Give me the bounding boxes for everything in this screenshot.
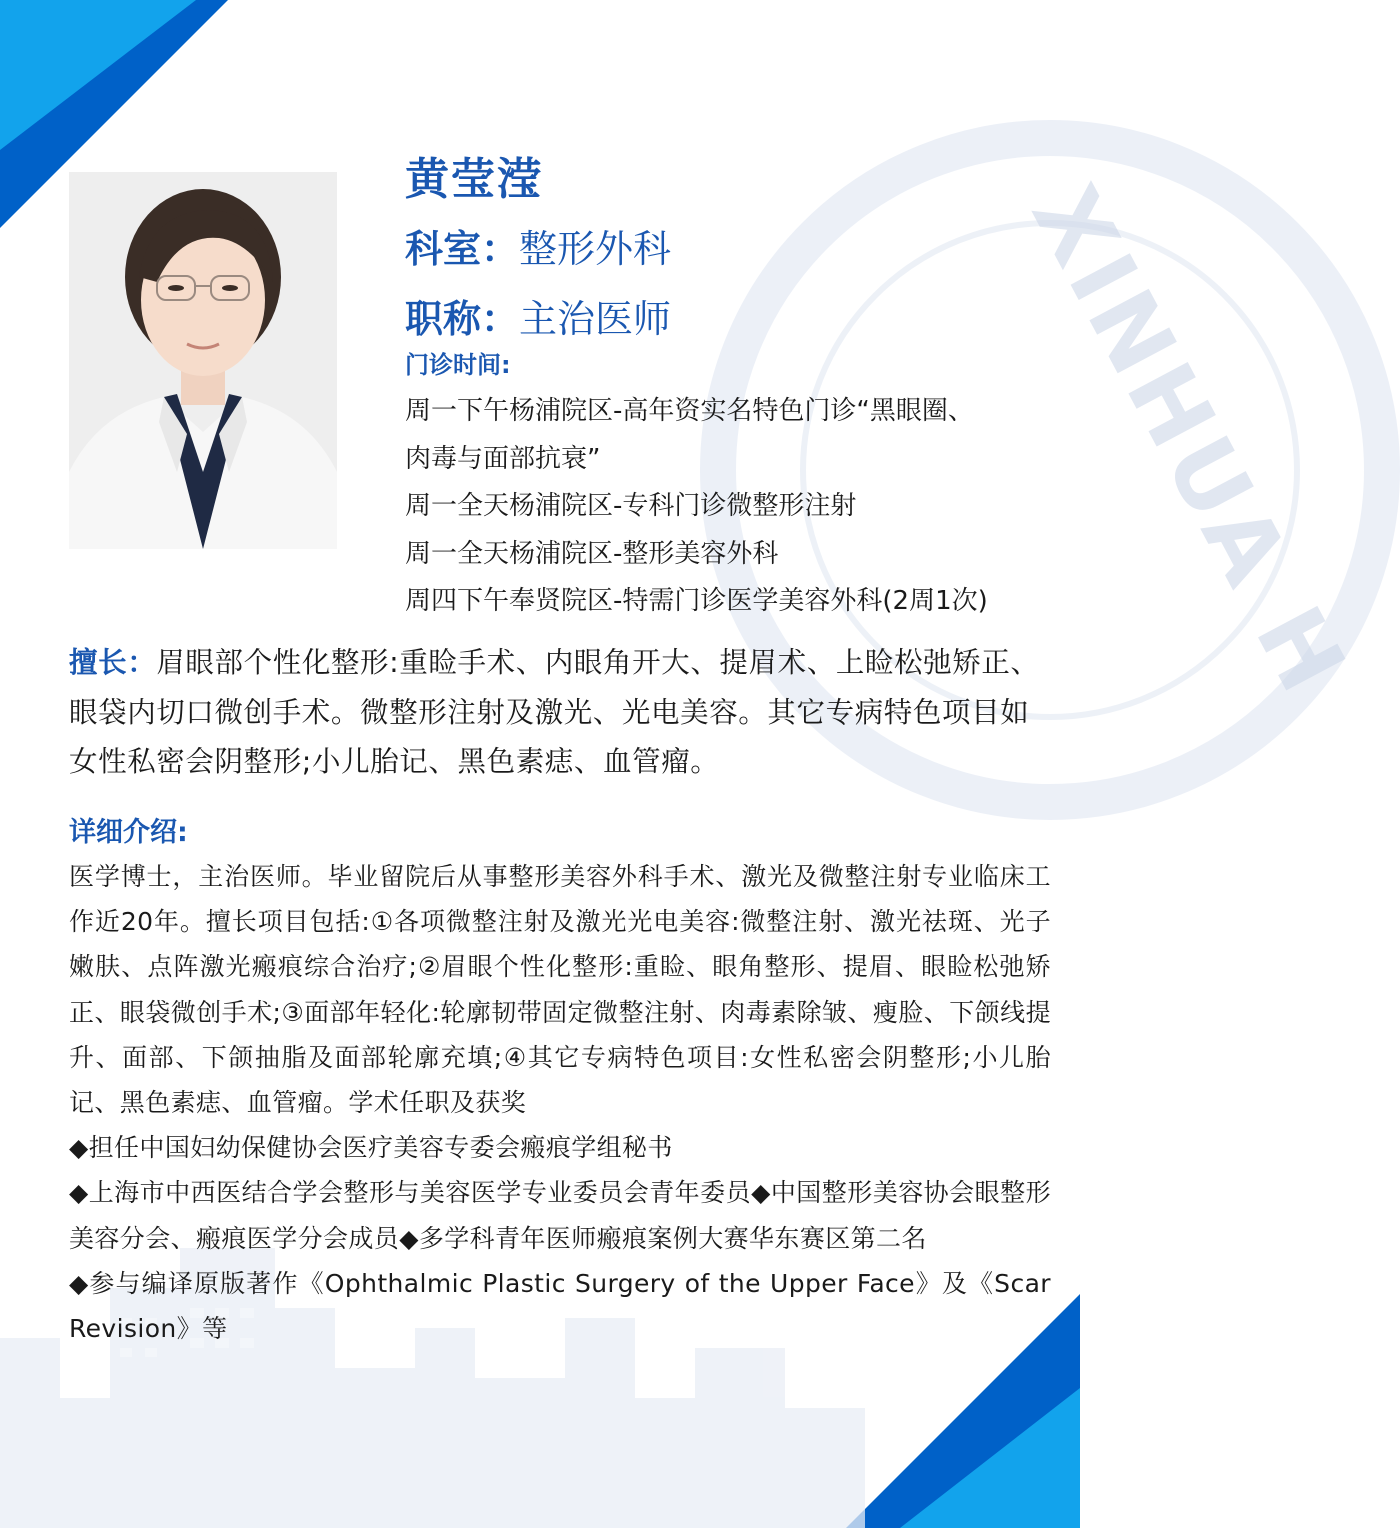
clinic-hours-label: 门诊时间: (405, 351, 511, 379)
clinic-hours-line: 周一全天杨浦院区-整形美容外科 (405, 538, 779, 569)
detail-label: 详细介绍: (69, 817, 188, 848)
doctor-portrait-photo (69, 172, 337, 549)
detail-paragraph: ◆担任中国妇幼保健协会医疗美容专委会瘢痕学组秘书 (69, 1133, 673, 1163)
specialty-label: 擅长： (69, 646, 157, 679)
department-line (405, 218, 671, 273)
clinic-hours-line: 肉毒与面部抗衰” (405, 443, 601, 474)
department-value: 整形外科 (519, 227, 672, 271)
seal-watermark-text: XINHUA H (1011, 169, 1369, 714)
department-label: 科室： (405, 227, 520, 271)
detail-section (69, 854, 1051, 1351)
clinic-hours-line: 周一下午杨浦院区-高年资实名特色门诊“黑眼圈、 (405, 396, 974, 426)
clinic-hours-line: 周四下午奉贤院区-特需门诊医学美容外科(2周1次) (405, 586, 988, 616)
title-label: 职称： (405, 297, 520, 341)
title-value: 主治医师 (519, 297, 672, 341)
title-line (405, 288, 671, 343)
specialty-text: 眉眼部个性化整形:重睑手术、内眼角开大、提眉术、上睑松弛矫正、眼袋内切口微创手术。微整形注射及激光、光电美容。其它专病特色项目如女性私密会阴整形;小儿胎记、黑色素痣、血管瘤。 (69, 646, 1040, 778)
clinic-hours-line: 周一全天杨浦院区-专科门诊微整形注射 (405, 491, 857, 521)
clinic-hours-list (405, 388, 1080, 626)
doctor-name: 黄莹滢 (405, 154, 543, 205)
specialty-section (69, 638, 1049, 787)
detail-paragraph: ◆参与编译原版著作《Ophthalmic Plastic Surgery of the Upper Face》及《Scar Revision》等 (69, 1268, 1051, 1344)
detail-paragraph: 医学博士，主治医师。毕业留院后从事整形美容外科手术、激光及微整注射专业临床工作近20年。擅长项目包括:①各项微整注射及激光光电美容:微整注射、激光祛斑、光子嫩肤、点阵激光瘢痕综合治疗;②眉眼个性化整形:重睑、眼角整形、提眉、眼睑松弛矫正、眼袋微创手术;③面部年轻化:轮廓韧带固定微整注射、肉毒素除皱、瘦脸、下颌线提升、面部、下颌抽脂及面部轮廓充填;④其它专病特色项目:女性私密会阴整形;小儿胎记、黑色素痣、血管瘤。学术任职及获奖 (69, 862, 1051, 1118)
detail-paragraph: ◆上海市中西医结合学会整形与美容医学专业委员会青年委员◆中国整形美容协会眼整形美容分会、瘢痕医学分会成员◆多学科青年医师瘢痕案例大赛华东赛区第二名 (69, 1178, 1051, 1253)
